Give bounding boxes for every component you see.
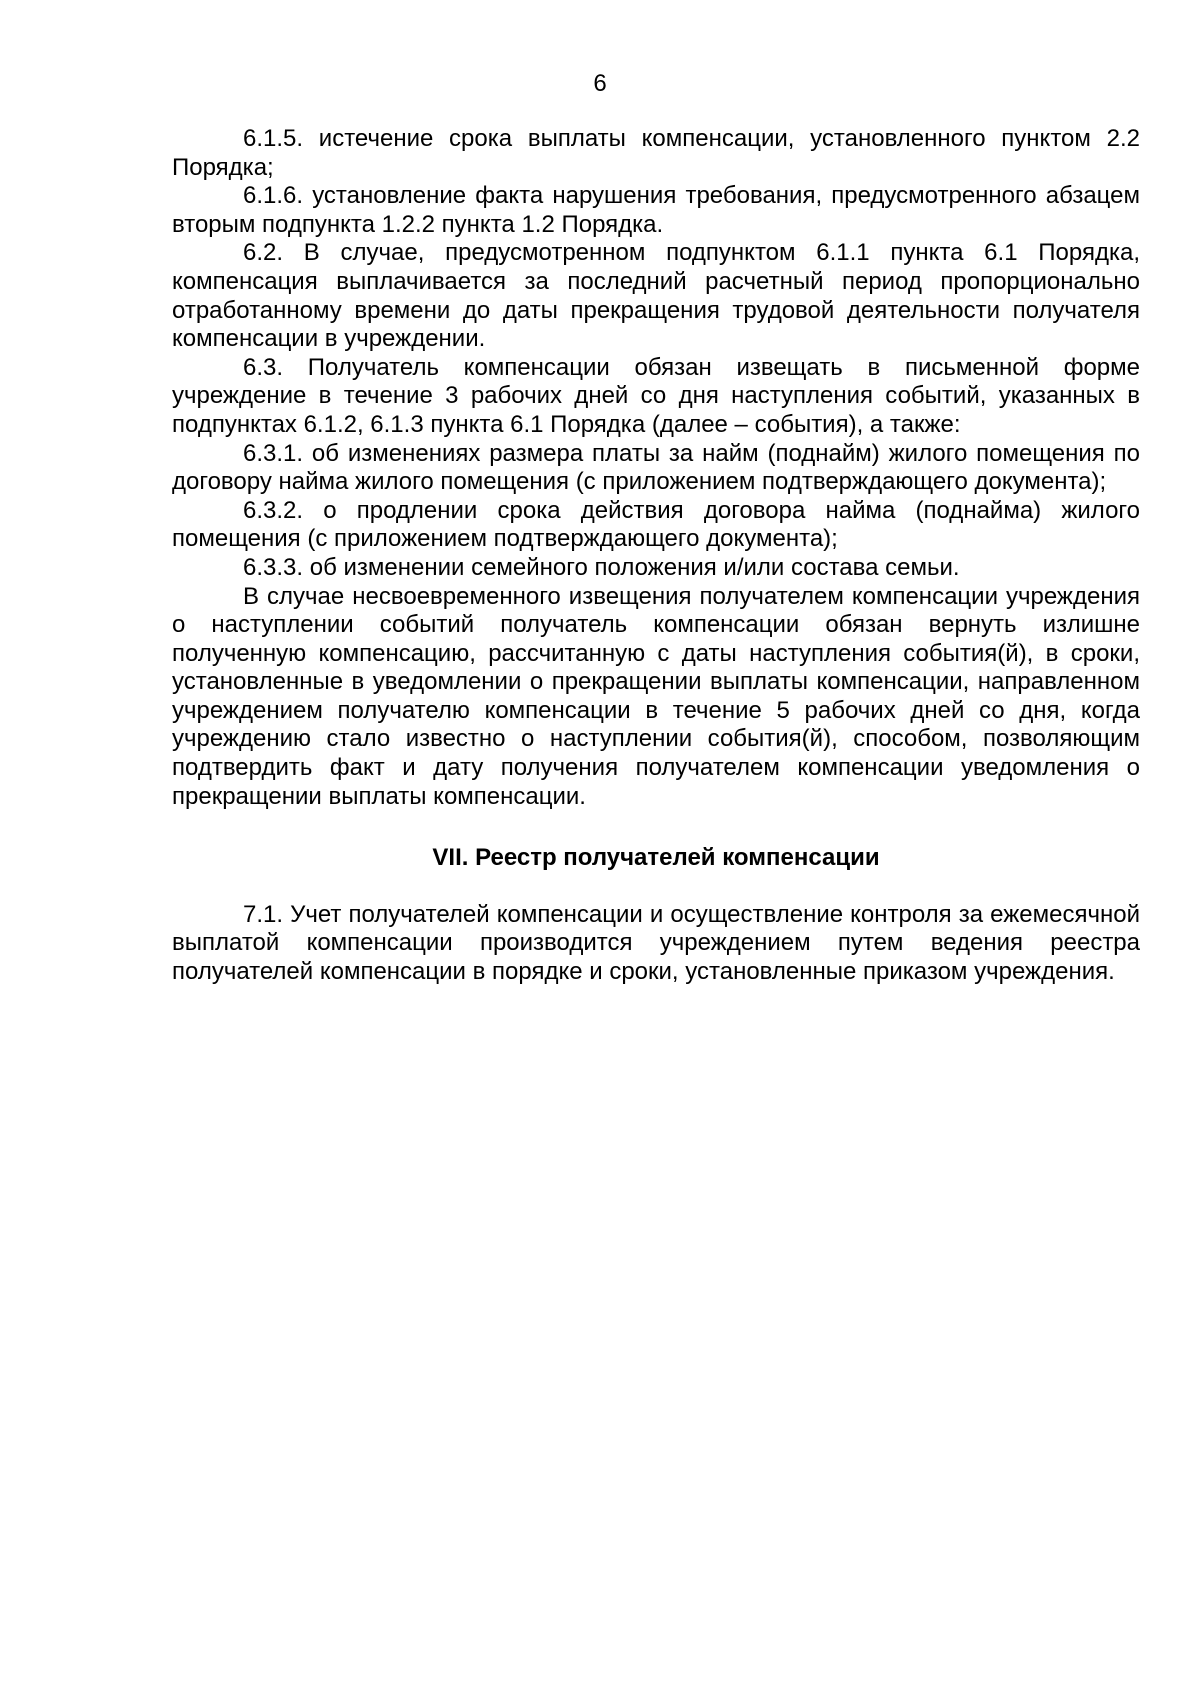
paragraph-late-notice: В случае несвоевременного извещения получателем компенсации учреждения о наступлении событий получатель компенсации обязан вернуть излишне полученную компенсацию, рассчитанную с даты наступления события(й), в сроки, установленные в уведомлении о прекращении выплаты компенсации, направленном учреждением получателю компенсации в течение 5 рабочих дней со дня, когда учреждению стало известно о наступлении события(й), способом, позволяющим подтвердить факт и дату получения получателем компенсации уведомления о прекращении выплаты компенсации.: [172, 582, 1140, 810]
document-body: [172, 125, 1140, 987]
paragraph-6-2: 6.2. В случае, предусмотренном подпунктом 6.1.1 пункта 6.1 Порядка, компенсация выплачивается за последний расчетный период пропорционально отработанному времени до даты прекращения трудовой деятельности получателя компенсации в учреждении.: [172, 239, 1140, 353]
paragraph-6-3-3: 6.3.3. об изменении семейного положения и/или состава семьи.: [243, 553, 960, 581]
page-number: 6: [593, 70, 607, 97]
paragraph-6-1-5: 6.1.5. истечение срока выплаты компенсации, установленного пунктом 2.2 Порядка;: [172, 125, 1140, 181]
paragraph-6-3-2: 6.3.2. о продлении срока действия договора найма (поднайма) жилого помещения (с приложением подтверждающего документа);: [172, 496, 1140, 553]
paragraph-6-3-1: 6.3.1. об изменениях размера платы за найм (поднайм) жилого помещения по договору найма жилого помещения (с приложением подтверждающего документа);: [172, 439, 1140, 496]
paragraph-6-1-6: 6.1.6. установление факта нарушения требования, предусмотренного абзацем вторым подпункта 1.2.2 пункта 1.2 Порядка.: [172, 182, 1140, 238]
paragraph-6-3: 6.3. Получатель компенсации обязан извещать в письменной форме учреждение в течение 3 рабочих дней со дня наступления событий, указанных в подпунктах 6.1.2, 6.1.3 пункта 6.1 Порядка (далее – события), а также:: [172, 353, 1140, 438]
paragraph-7-1: 7.1. Учет получателей компенсации и осуществление контроля за ежемесячной выплатой компенсации производится учреждением путем ведения реестра получателей компенсации в порядке и сроки, установленные приказом учреждения.: [172, 900, 1140, 986]
section-7-heading: VII. Реестр получателей компенсации: [432, 844, 880, 872]
